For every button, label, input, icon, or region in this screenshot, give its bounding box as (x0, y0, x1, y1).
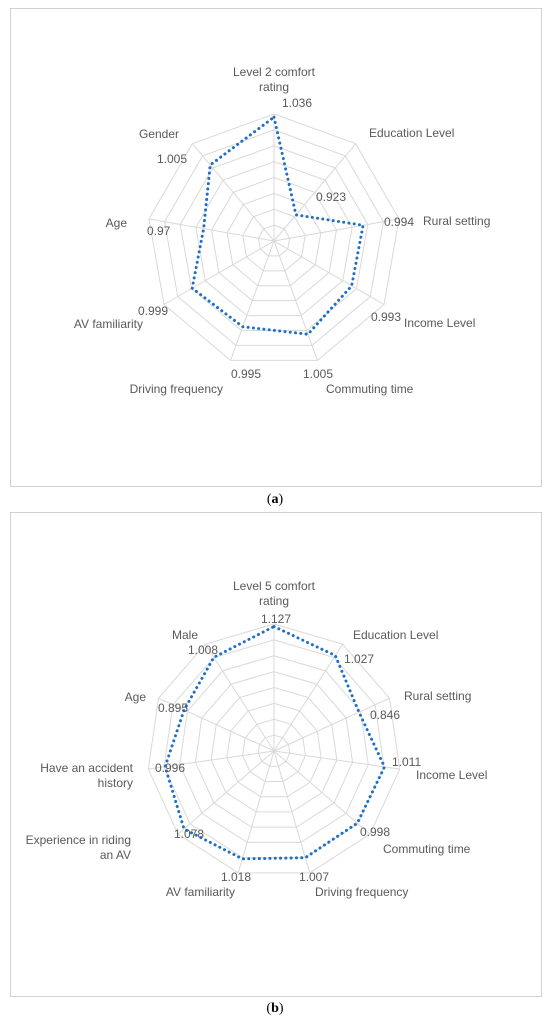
caption-a-letter: a (271, 492, 279, 507)
axis-label: AV familiarity (165, 885, 235, 899)
axis-label: Gender (138, 127, 179, 141)
value-label: 1.027 (344, 652, 375, 666)
axis-label: Driving frequency (315, 885, 409, 899)
value-label: 1.005 (303, 367, 334, 381)
axis-label: Male (171, 628, 198, 642)
value-label: 1.011 (392, 755, 422, 769)
axis-label: Experience in riding an AV (25, 833, 131, 862)
value-label: 0.97 (147, 224, 171, 238)
axis-label: Have an accident history (40, 761, 133, 790)
axis-label: Age (124, 690, 146, 704)
axis-label: Education Level (353, 628, 439, 642)
value-label: 0.996 (155, 761, 186, 775)
axis-label: Commuting time (383, 842, 471, 856)
radar-chart-a (10, 8, 542, 487)
value-label: 0.995 (231, 367, 262, 381)
axis-label: Driving frequency (129, 382, 223, 396)
value-label: 1.036 (282, 96, 313, 110)
axis-label: Income Level (416, 768, 488, 782)
axis-label: Level 5 comfort rating (232, 579, 316, 608)
axis-label: Income Level (404, 316, 476, 330)
value-label: 1.127 (261, 612, 292, 626)
value-label: 0.895 (158, 701, 189, 715)
value-label: 1.005 (157, 152, 188, 166)
radar-spoke (274, 241, 384, 305)
radar-chart-b-svg (11, 513, 541, 996)
value-label: 0.994 (384, 215, 415, 229)
value-label: 0.993 (371, 310, 402, 324)
value-label: 1.018 (221, 870, 252, 884)
axis-label: Rural setting (404, 689, 472, 703)
caption-a: (a) (266, 492, 284, 507)
radar-spoke (274, 751, 400, 769)
axis-label: Level 2 comfort rating (232, 65, 316, 94)
axis-label: Education Level (369, 126, 455, 140)
axis-label: Commuting time (326, 382, 414, 396)
value-label: 0.923 (316, 190, 347, 204)
radar-chart-b (10, 512, 542, 997)
radar-spoke (164, 241, 274, 305)
value-label: 1.007 (299, 870, 330, 884)
value-label: 1.078 (174, 827, 205, 841)
value-label: 0.998 (360, 825, 391, 839)
value-label: 0.999 (138, 304, 169, 318)
axis-label: AV familiarity (73, 317, 143, 331)
axis-label: Rural setting (423, 214, 491, 228)
axis-label: Age (105, 216, 127, 230)
value-label: 0.846 (370, 708, 401, 722)
radar-series-line (192, 117, 363, 334)
caption-b: (b) (266, 1001, 284, 1016)
caption-b-letter: b (271, 1001, 279, 1016)
radar-chart-a-svg (11, 9, 541, 486)
value-label: 1.008 (188, 643, 219, 657)
